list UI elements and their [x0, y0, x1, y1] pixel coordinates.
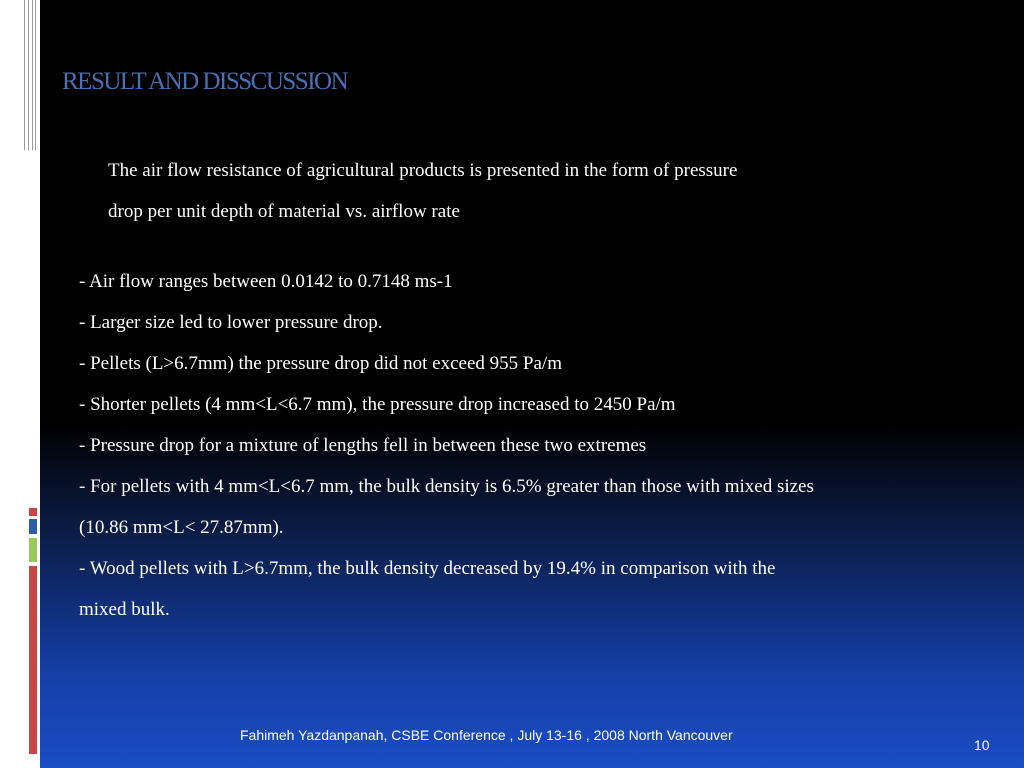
- page-number: 10: [974, 737, 990, 753]
- intro-line: The air flow resistance of agricultural products is presented in the form of pressure: [108, 160, 738, 181]
- intro-paragraph: [108, 150, 908, 232]
- bullet-item-continuation: mixed bulk.: [79, 599, 170, 620]
- accent-bar-red-long: [29, 566, 37, 754]
- bullet-item: - Larger size led to lower pressure drop.: [79, 312, 383, 333]
- accent-bar-blue: [29, 519, 37, 534]
- stripe-line: [24, 0, 25, 150]
- bullet-item: - Pellets (L>6.7mm) the pressure drop did not exceed 955 Pa/m: [79, 353, 562, 374]
- slide-footer: Fahimeh Yazdanpanah, CSBE Conference , July 13-16 , 2008 North Vancouver: [240, 727, 733, 743]
- stripe-line: [28, 0, 29, 150]
- bullet-item: - Shorter pellets (4 mm<L<6.7 mm), the pressure drop increased to 2450 Pa/m: [79, 394, 676, 415]
- bullet-item-continuation: (10.86 mm<L< 27.87mm).: [79, 517, 284, 538]
- stripe-line: [32, 0, 33, 150]
- bullet-item: - Wood pellets with L>6.7mm, the bulk density decreased by 19.4% in comparison with the: [79, 558, 776, 579]
- bullet-item: - For pellets with 4 mm<L<6.7 mm, the bulk density is 6.5% greater than those with mixed sizes: [79, 476, 814, 497]
- accent-bar-green: [29, 538, 37, 562]
- bullet-item: - Air flow ranges between 0.0142 to 0.7148 ms-1: [79, 271, 453, 292]
- accent-bar-red-small: [29, 508, 37, 516]
- slide-title: RESULT AND DISSCUSSION: [62, 68, 348, 95]
- bullet-item: - Pressure drop for a mixture of lengths fell in between these two extremes: [79, 435, 647, 456]
- stripe-line: [35, 0, 36, 150]
- bullet-list: [79, 261, 979, 630]
- intro-line: drop per unit depth of material vs. airflow rate: [108, 201, 460, 222]
